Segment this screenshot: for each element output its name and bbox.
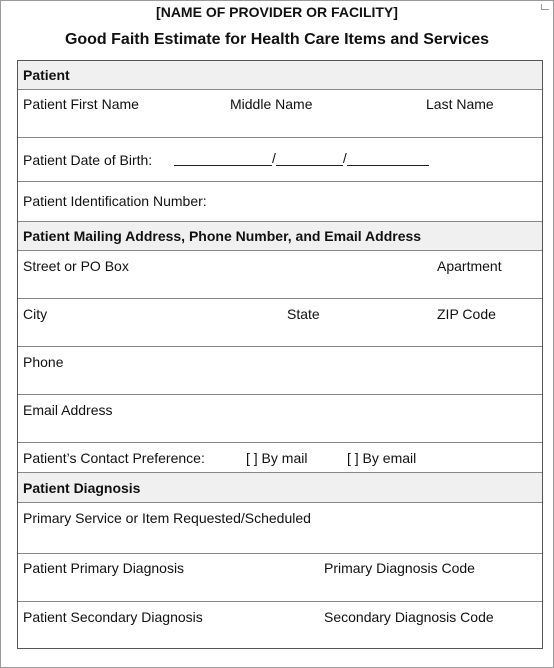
email-label: Email Address bbox=[23, 402, 113, 418]
section-header-patient bbox=[18, 61, 542, 89]
row-city-state-zip[interactable] bbox=[18, 298, 542, 347]
dob-year-blank[interactable] bbox=[347, 151, 429, 166]
last-name-label: Last Name bbox=[426, 96, 494, 112]
primary-diagnosis-label: Patient Primary Diagnosis bbox=[23, 560, 185, 576]
primary-service-label: Primary Service or Item Requested/Scheduled bbox=[23, 510, 311, 526]
patient-form-table bbox=[17, 60, 543, 649]
row-email[interactable] bbox=[18, 394, 542, 443]
row-phone[interactable] bbox=[18, 346, 542, 395]
patient-id-label: Patient Identification Number: bbox=[23, 193, 207, 209]
dob-label: Patient Date of Birth: bbox=[23, 152, 153, 168]
middle-name-label: Middle Name bbox=[230, 96, 313, 112]
secondary-diagnosis-code-label: Secondary Diagnosis Code bbox=[324, 609, 494, 625]
street-label: Street or PO Box bbox=[23, 258, 129, 274]
apartment-label: Apartment bbox=[437, 258, 502, 274]
contact-preference-label: Patient’s Contact Preference: bbox=[23, 450, 205, 466]
dob-day-blank[interactable] bbox=[276, 151, 343, 166]
section-header-contact bbox=[18, 221, 542, 251]
section-header-diagnosis bbox=[18, 472, 542, 503]
row-primary-service[interactable] bbox=[18, 502, 542, 554]
secondary-diagnosis-label: Patient Secondary Diagnosis bbox=[23, 609, 203, 625]
form-title: Good Faith Estimate for Health Care Items and Services bbox=[64, 31, 490, 48]
provider-name-placeholder: [NAME OF PROVIDER OR FACILITY] bbox=[156, 4, 398, 20]
section-title-contact: Patient Mailing Address, Phone Number, and Email Address bbox=[23, 228, 422, 244]
row-patient-name[interactable] bbox=[18, 89, 542, 138]
zip-label: ZIP Code bbox=[437, 306, 496, 322]
row-date-of-birth[interactable] bbox=[18, 137, 542, 182]
section-title-patient: Patient bbox=[23, 67, 70, 83]
dob-separator-2: / bbox=[342, 150, 347, 166]
first-name-label: Patient First Name bbox=[23, 96, 139, 112]
row-patient-id[interactable] bbox=[18, 181, 542, 222]
phone-label: Phone bbox=[23, 354, 64, 370]
dob-separator-1: / bbox=[272, 150, 276, 166]
dob-blank-fields[interactable] bbox=[174, 150, 429, 166]
city-label: City bbox=[23, 306, 48, 322]
row-secondary-diagnosis[interactable] bbox=[18, 601, 542, 651]
primary-diagnosis-code-label: Primary Diagnosis Code bbox=[324, 560, 475, 576]
dob-month-blank[interactable] bbox=[174, 151, 272, 166]
state-label: State bbox=[287, 306, 320, 322]
row-street[interactable] bbox=[18, 250, 542, 299]
row-contact-preference bbox=[18, 442, 542, 473]
by-email-checkbox[interactable]: [ ] By email bbox=[347, 450, 417, 466]
section-title-diagnosis: Patient Diagnosis bbox=[23, 480, 141, 496]
by-mail-checkbox[interactable]: [ ] By mail bbox=[246, 450, 308, 466]
row-primary-diagnosis[interactable] bbox=[18, 553, 542, 602]
